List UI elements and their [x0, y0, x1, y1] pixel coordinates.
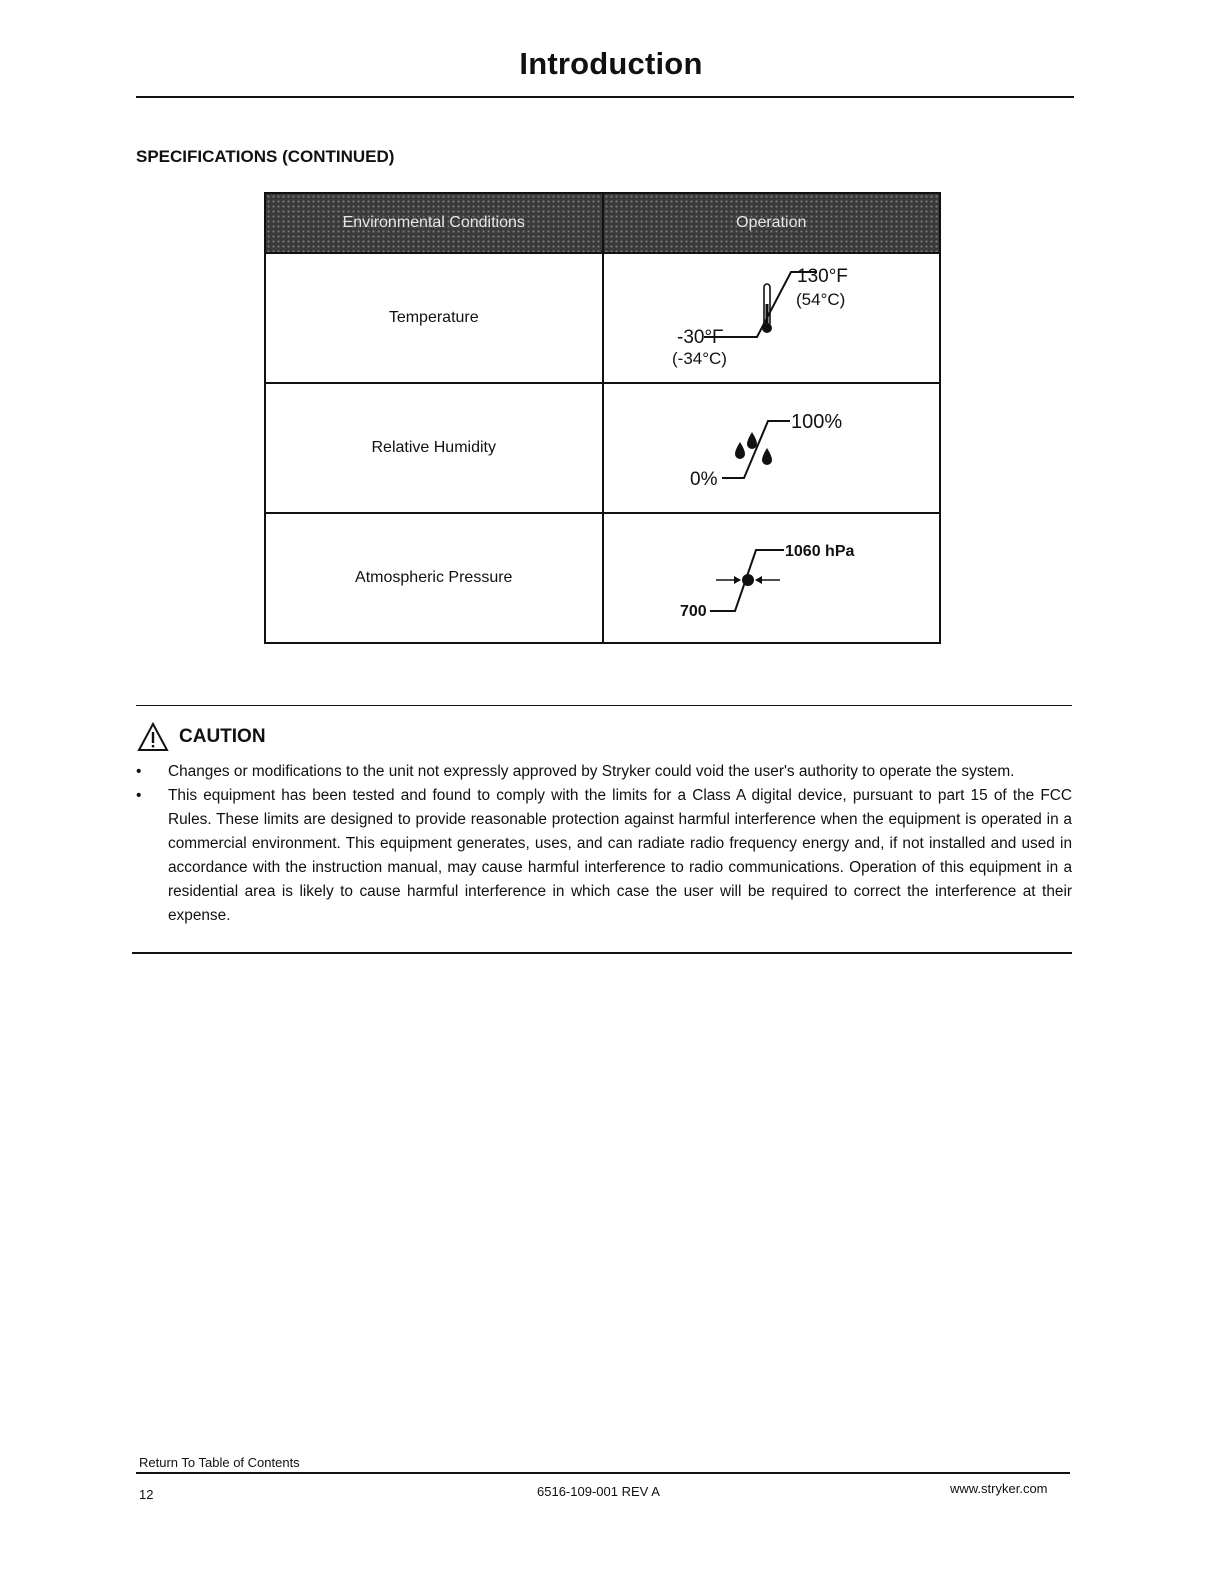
- caution-top-divider: [136, 705, 1072, 706]
- header-operation: Operation: [603, 193, 941, 253]
- humidity-range-figure: [603, 383, 941, 513]
- specifications-table: [264, 192, 941, 644]
- pressure-range-graphic: [604, 514, 942, 642]
- page-title: Introduction: [519, 46, 703, 81]
- document-number: 6516-109-001 REV A: [537, 1484, 660, 1499]
- pressure-min: 700: [679, 603, 707, 620]
- temperature-max: 130°F: [796, 266, 848, 287]
- humidity-range-graphic: [604, 384, 942, 512]
- caution-list: [136, 760, 1072, 928]
- header-environmental-conditions: Environmental Conditions: [265, 193, 603, 253]
- bullet: •: [136, 787, 142, 804]
- humidity-max: 100%: [790, 411, 842, 433]
- caution-item: [136, 784, 1072, 928]
- table-row-temperature: [265, 253, 940, 383]
- header-divider: [136, 96, 1074, 98]
- caution-item: [136, 760, 1072, 784]
- temperature-max-celsius: (54°C): [795, 290, 845, 309]
- pressure-range-figure: [603, 513, 941, 643]
- row-label-humidity: Relative Humidity: [265, 383, 603, 513]
- temperature-min-celsius: (-34°C): [671, 349, 727, 368]
- return-to-toc-link[interactable]: Return To Table of Contents: [139, 1455, 300, 1470]
- caution-item-text: Changes or modifications to the unit not expressly approved by Stryker could void the user's authority to operate the system.: [168, 763, 1015, 780]
- section-heading: SPECIFICATIONS (CONTINUED): [136, 147, 395, 166]
- caution-title: CAUTION: [179, 726, 266, 747]
- bullet: •: [136, 763, 142, 780]
- pressure-max: 1060 hPa: [784, 543, 854, 560]
- humidity-min: 0%: [689, 469, 717, 490]
- row-label-pressure: Atmospheric Pressure: [265, 513, 603, 643]
- caution-header: [137, 722, 266, 752]
- website-link[interactable]: www.stryker.com: [950, 1481, 1048, 1496]
- thermometer-icon: [762, 284, 772, 333]
- row-label-temperature: Temperature: [265, 253, 603, 383]
- footer-divider: [136, 1472, 1070, 1474]
- pressure-icon: [716, 574, 780, 586]
- table-row-pressure: [265, 513, 940, 643]
- temperature-range-graphic: [604, 254, 942, 382]
- temperature-min: -30°F: [676, 327, 724, 348]
- table-header-row: [265, 193, 940, 253]
- table-row-humidity: [265, 383, 940, 513]
- caution-bottom-divider: [132, 952, 1072, 954]
- warning-triangle-icon: [137, 722, 169, 752]
- page-number: 12: [139, 1487, 154, 1502]
- caution-item-text: This equipment has been tested and found to comply with the limits for a Class A digital device, pursuant to part 15 of the FCC Rules. These limits are designed to provide reasonable protection against harmful interference when the equipment is operated in a commercial environment. This equipment generates, uses, and can radiate radio frequency energy and, if not installed and used in accordance with the instruction manual, may cause harmful interference to radio communications. Operation of this equipment in a residential area is likely to cause harmful interference in which case the user will be required to correct the interference at their expense.: [168, 787, 1072, 924]
- temperature-range-figure: [603, 253, 941, 383]
- water-drops-icon: [735, 432, 772, 465]
